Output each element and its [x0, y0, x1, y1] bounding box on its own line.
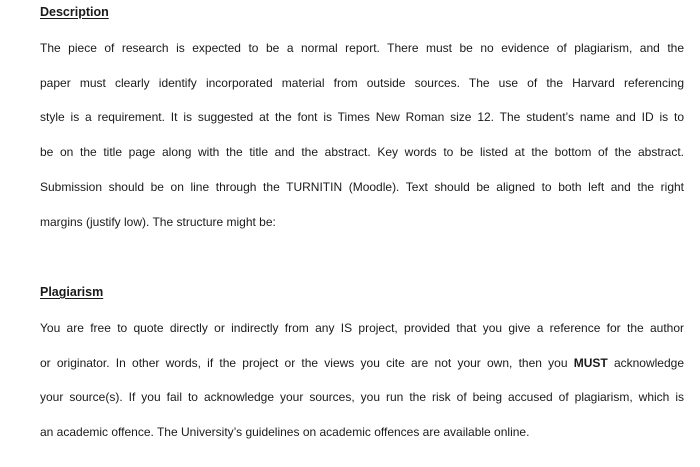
description-line-3: style is a requirement. It is suggested at the font is Times New Roman size 12. The student’s name and ID is to [40, 110, 684, 124]
description-line-1: The piece of research is expected to be a normal report. There must be no evidence of plagiarism, and the [40, 41, 684, 55]
plagiarism-emphasis-must: MUST [573, 356, 608, 370]
plagiarism-line-2-end: acknowledge [607, 356, 685, 370]
description-heading: Description [40, 5, 109, 19]
plagiarism-line-3: your source(s). If you fail to acknowledge your sources, you run the risk of being accused of plagiarism, which is [40, 390, 684, 404]
plagiarism-line-4: an academic offence. The University’s guidelines on academic offences are available online. [40, 425, 530, 439]
plagiarism-line-1: You are free to quote directly or indirectly from any IS project, provided that you give a reference for the author [40, 321, 684, 335]
plagiarism-heading: Plagiarism [40, 285, 104, 299]
description-line-4: be on the title page along with the title and the abstract. Key words to be listed at the bottom of the abstract. [40, 145, 684, 159]
description-line-6: margins (justify low). The structure might be: [40, 215, 276, 229]
description-line-2: paper must clearly identify incorporated material from outside sources. The use of the Harvard referencing [40, 76, 684, 90]
plagiarism-line-2 [40, 356, 684, 370]
description-line-5: Submission should be on line through the TURNITIN (Moodle). Text should be aligned to both left and the right [40, 180, 684, 194]
plagiarism-line-2-start: or originator. In other words, if the project or the views you cite are not your own, then you [40, 356, 574, 370]
